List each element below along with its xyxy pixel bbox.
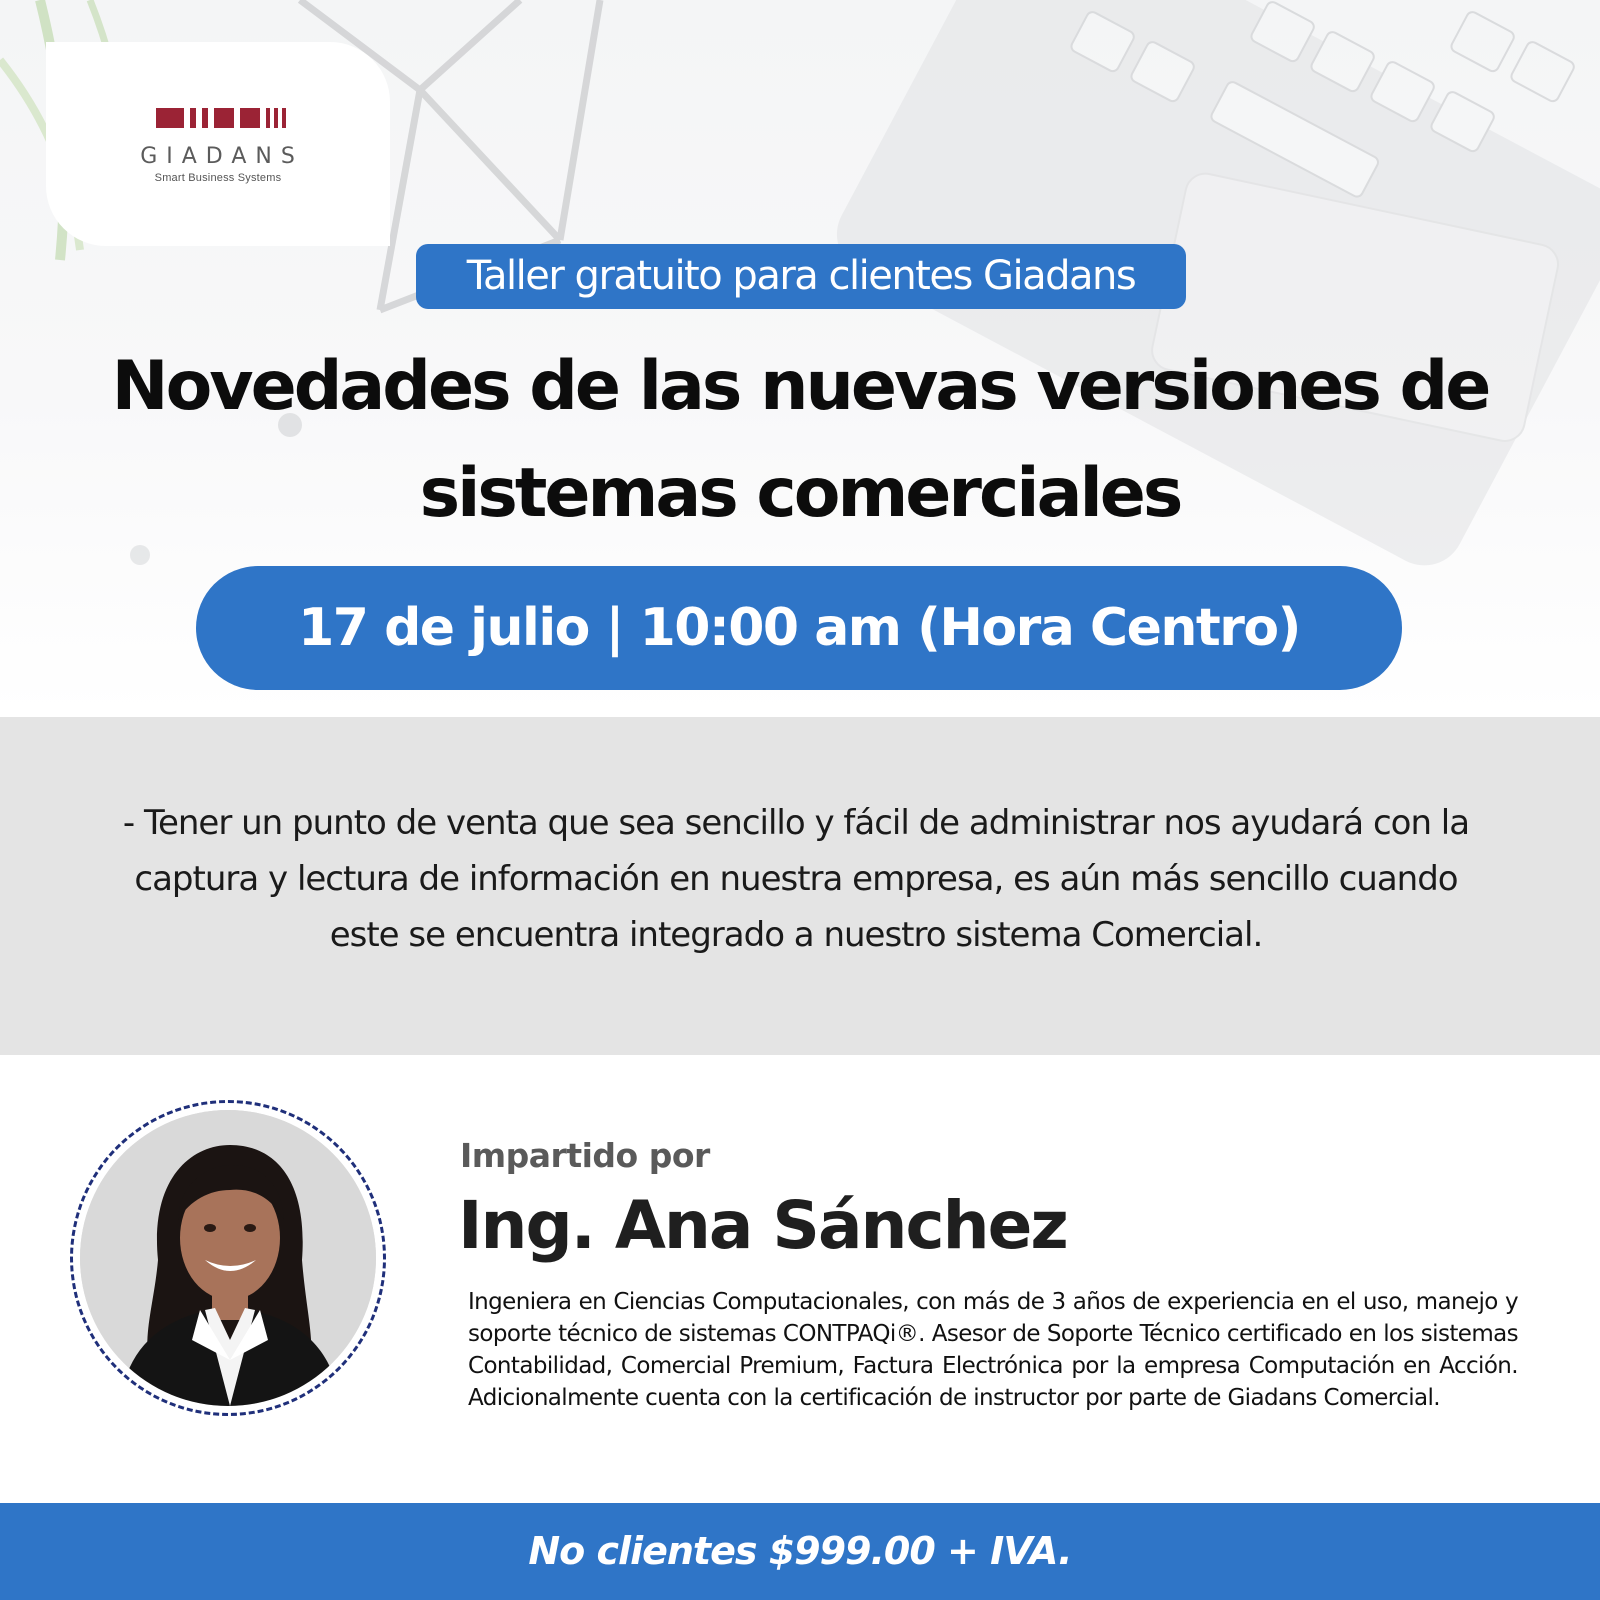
presenter-name: Ing. Ana Sánchez (458, 1187, 1067, 1264)
presenter-portrait-illustration (80, 1110, 376, 1406)
header-background (0, 0, 1600, 715)
brand-tagline: Smart Business Systems (154, 172, 282, 184)
description-line2: captura y lectura de información en nuestra empresa, es aún más sencillo cuando (134, 859, 1458, 899)
logo-card (46, 42, 390, 246)
event-subtitle-pill: Taller gratuito para clientes Giadans (416, 244, 1186, 309)
event-date-time-pill: 17 de julio | 10:00 am (Hora Centro) (196, 566, 1402, 690)
event-title-line1: Novedades de las nuevas versiones de (111, 347, 1489, 426)
giadans-logo-icon (156, 108, 286, 130)
description-line1: - Tener un punto de venta que sea sencillo y fácil de administrar nos ayudará con la (122, 803, 1470, 843)
price-text: No clientes $999.00 + IVA. (528, 1529, 1072, 1573)
presenter-label: Impartido por (460, 1136, 710, 1175)
presenter-bio: Ingeniera en Ciencias Computacionales, con más de 3 años de experiencia en el uso, manejo y soporte técnico de sistemas CONTPAQi®. Asesor de Soporte Técnico certificado en los sistemas Contabilidad, Comercial Premium, Factura Electrónica por la empresa Computación en Acción. Adicionalmente cuenta con la certificación de instructor por parte de Giadans Comercial. (468, 1289, 1518, 1411)
event-title-line2: sistemas comerciales (419, 454, 1181, 533)
description-band (0, 717, 1600, 1055)
price-footer-bar (0, 1503, 1600, 1600)
event-description (96, 795, 1496, 963)
description-line3: este se encuentra integrado a nuestro sistema Comercial. (329, 915, 1263, 955)
presenter-photo (80, 1110, 376, 1406)
brand-name: GIADANS (140, 144, 304, 169)
event-title (40, 333, 1560, 547)
